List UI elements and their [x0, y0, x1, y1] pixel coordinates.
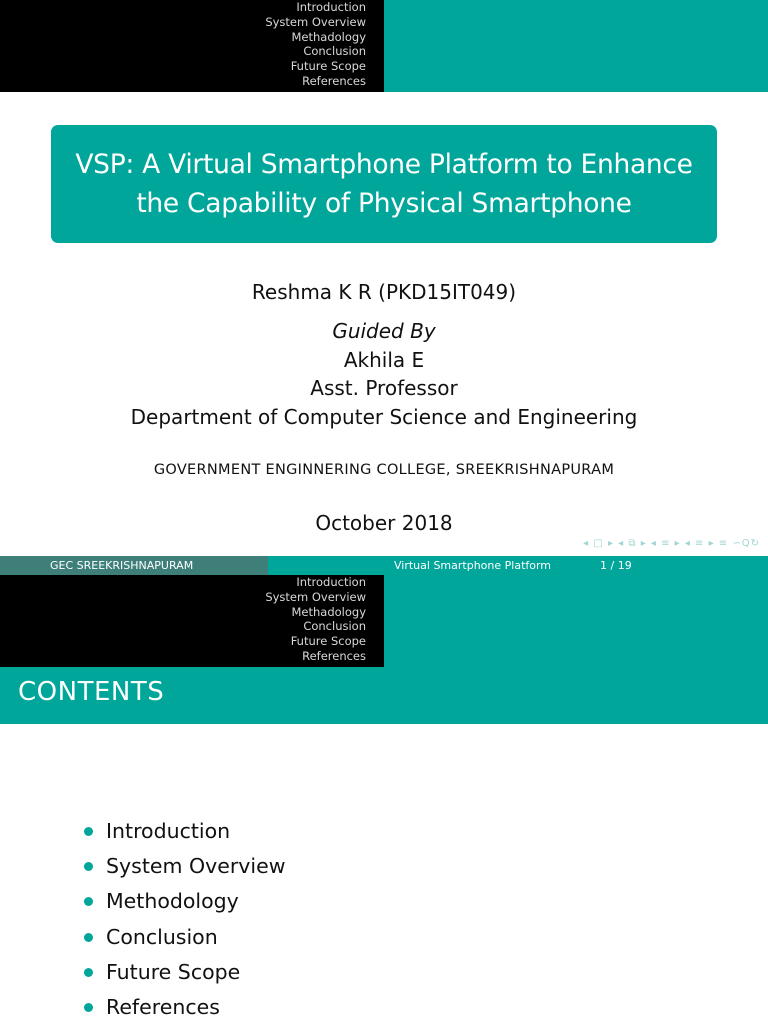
bullet-icon: [84, 1003, 93, 1012]
presentation-date: October 2018: [315, 511, 453, 535]
footer-short-title: Virtual Smartphone Platform: [394, 559, 552, 572]
top-navigation-bar: [0, 0, 768, 92]
list-item: [82, 955, 285, 990]
list-item-label: System Overview: [106, 854, 286, 879]
list-item-label: Introduction: [106, 819, 231, 843]
presentation-title: VSP: A Virtual Smartphone Platform to Enhance the Capability of Physical Smartphone: [75, 149, 693, 219]
contents-slide: [0, 575, 768, 1024]
nav-item-future-scope[interactable]: Future Scope: [290, 634, 366, 649]
list-item: [82, 920, 285, 955]
institute-name: GOVERNMENT ENGINNERING COLLEGE, SREEKRISHNAPURAM: [153, 462, 615, 478]
nav-item-future-scope[interactable]: Future Scope: [290, 59, 366, 74]
list-item-label: Methodology: [106, 889, 239, 914]
nav-item-system-overview[interactable]: System Overview: [265, 14, 366, 29]
footer-page-number: 1 / 19: [600, 559, 632, 572]
nav-item-methadology[interactable]: Methadology: [291, 29, 366, 44]
section-nav-list: [265, 0, 366, 89]
top-navigation-bar-2: [0, 575, 768, 667]
list-item: [82, 990, 285, 1024]
footer-institution: GEC SREEKRISHNAPURAM: [0, 556, 268, 575]
nav-item-references[interactable]: References: [302, 73, 366, 88]
guided-by-label: Guided By: [332, 319, 436, 343]
section-nav-panel-2: [0, 575, 384, 667]
guide-name: Akhila E: [343, 348, 425, 372]
author-name: Reshma K R (PKD15IT049): [251, 280, 517, 304]
nav-accent-panel-2: [384, 575, 768, 667]
presentation-title-box: [51, 125, 717, 243]
list-item: [82, 884, 285, 919]
contents-list: [82, 814, 285, 1024]
department-name: Department of Computer Science and Engineering: [130, 405, 638, 429]
nav-item-introduction[interactable]: Introduction: [296, 575, 366, 589]
nav-item-introduction[interactable]: Introduction: [296, 0, 366, 14]
section-nav-list-2: [265, 575, 366, 664]
nav-item-references[interactable]: References: [302, 648, 366, 663]
bullet-icon: [84, 933, 93, 942]
list-item-label: Future Scope: [106, 959, 241, 984]
slide-footer: [0, 556, 768, 575]
guide-position: Asst. Professor: [310, 376, 458, 400]
nav-item-system-overview[interactable]: System Overview: [265, 589, 366, 604]
list-item-label: References: [106, 995, 220, 1020]
list-item: [82, 814, 285, 849]
list-item: [82, 849, 285, 884]
footer-right-panel: [268, 556, 768, 575]
nav-item-methadology[interactable]: Methadology: [291, 604, 366, 619]
frame-title: CONTENTS: [18, 677, 165, 707]
bullet-icon: [84, 968, 93, 977]
beamer-navigation-icons[interactable]: ◂ □ ▸ ◂ ⧉ ▸ ◂ ≡ ▸ ◂ ≡ ▸ ≡ ∽Q↻: [583, 538, 760, 549]
frame-title-bar: [0, 667, 768, 724]
nav-item-conclusion[interactable]: Conclusion: [303, 44, 366, 59]
bullet-icon: [84, 827, 93, 836]
nav-accent-panel: [384, 0, 768, 92]
list-item-label: Conclusion: [106, 924, 218, 949]
bullet-icon: [84, 897, 93, 906]
nav-item-conclusion[interactable]: Conclusion: [303, 619, 366, 634]
section-nav-panel: [0, 0, 384, 92]
bullet-icon: [84, 862, 93, 871]
